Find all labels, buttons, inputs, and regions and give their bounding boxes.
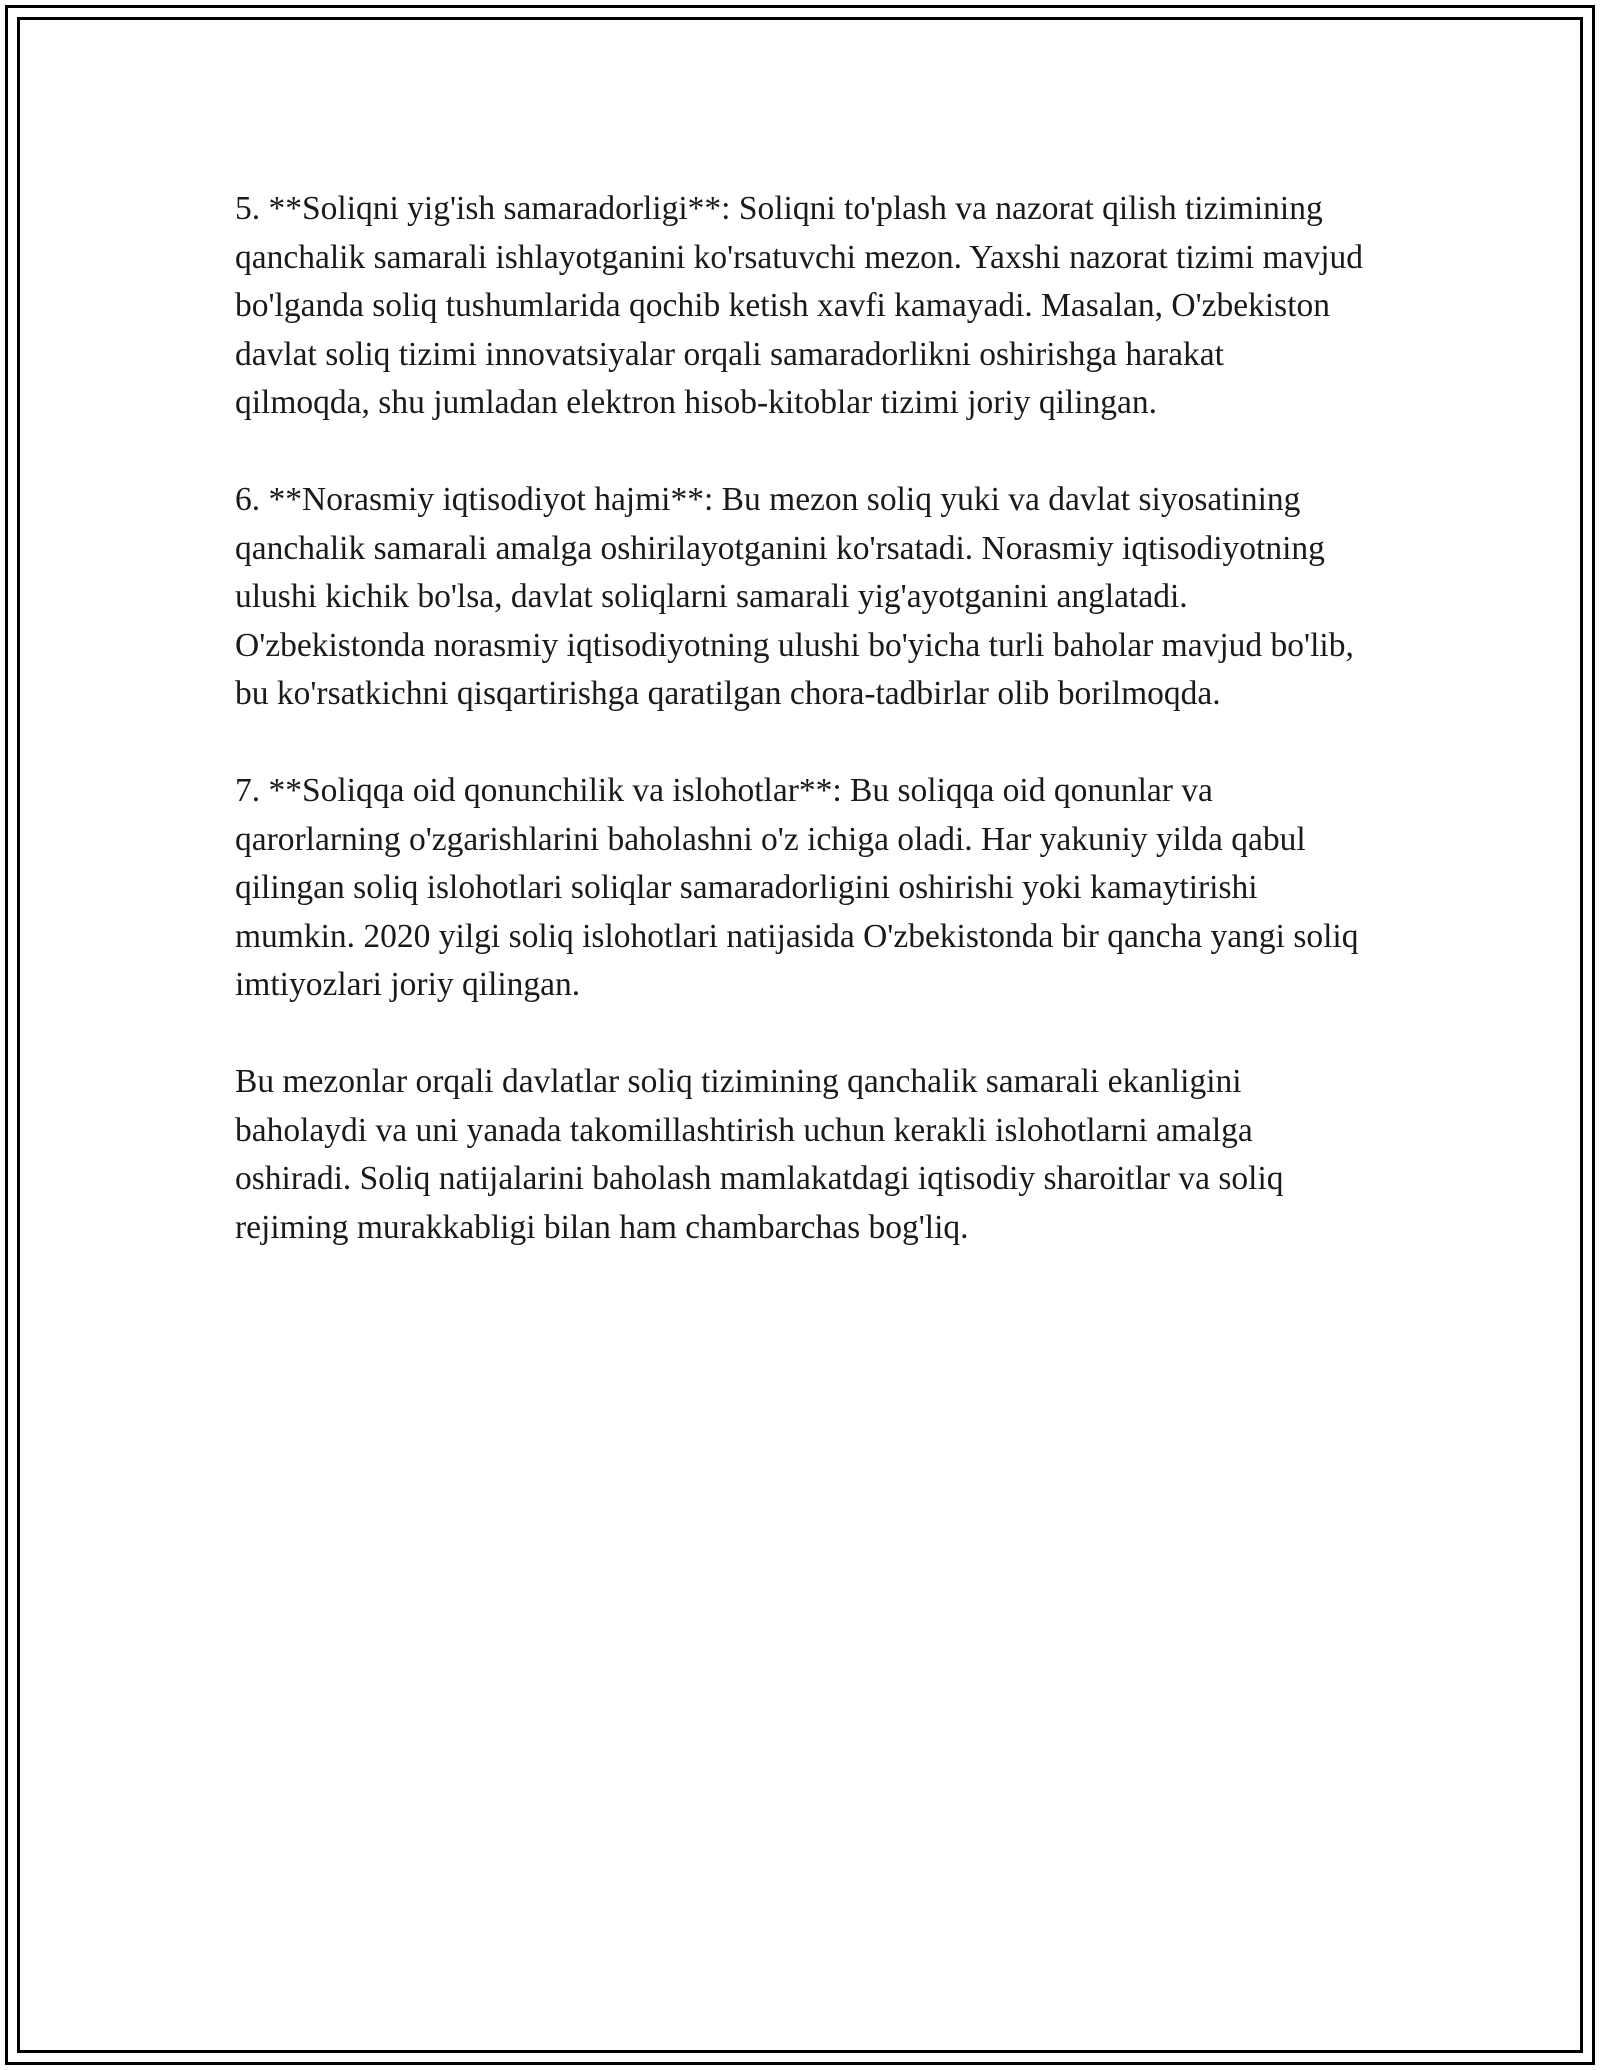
paragraph-tax-collection-efficiency: 5. **Soliqni yig'ish samaradorligi**: Soliqni to'plash va nazorat qilish tizimining qanchalik samarali ishlayotganini ko'rsatuvchi mezon. Yaxshi nazorat tizimi mavjud bo'lganda soliq tushumlarida qochib ketish xavfi kamayadi. Masalan, O'zbekiston davlat soliq tizimi innovatsiyalar orqali samaradorlikni oshirishga harakat qilmoqda, shu jumladan elektron hisob-kitoblar tizimi joriy qilingan. <box>235 190 1364 421</box>
document-body <box>235 185 1365 1252</box>
paragraph-informal-economy-size: 6. **Norasmiy iqtisodiyot hajmi**: Bu mezon soliq yuki va davlat siyosatining qanchalik samarali amalga oshirilayotganini ko'rsatadi. Norasmiy iqtisodiyotning ulushi kichik bo'lsa, davlat soliqlarni samarali yig'ayotganini anglatadi. O'zbekistonda norasmiy iqtisodiyotning ulushi bo'yicha turli baholar mavjud bo'lib, bu ko'rsatkichni qisqartirishga qaratilgan chora-tadbirlar olib borilmoqda. <box>235 481 1354 712</box>
paragraph-tax-legislation-reforms: 7. **Soliqqa oid qonunchilik va islohotlar**: Bu soliqqa oid qonunlar va qarorlarning o'zgarishlarini baholashni o'z ichiga oladi. Har yakuniy yilda qabul qilingan soliq islohotlari soliqlar samaradorligini oshirishi yoki kamaytirishi mumkin. 2020 yilgi soliq islohotlari natijasida O'zbekistonda bir qancha yangi soliq imtiyozlari joriy qilingan. <box>235 772 1359 1003</box>
paragraph-conclusion: Bu mezonlar orqali davlatlar soliq tizimining qanchalik samarali ekanligini baholaydi va uni yanada takomillashtirish uchun kerakli islohotlarni amalga oshiradi. Soliq natijalarini baholash mamlakatdagi iqtisodiy sharoitlar va soliq rejiming murakkabligi bilan ham chambarchas bog'liq. <box>235 1063 1284 1246</box>
